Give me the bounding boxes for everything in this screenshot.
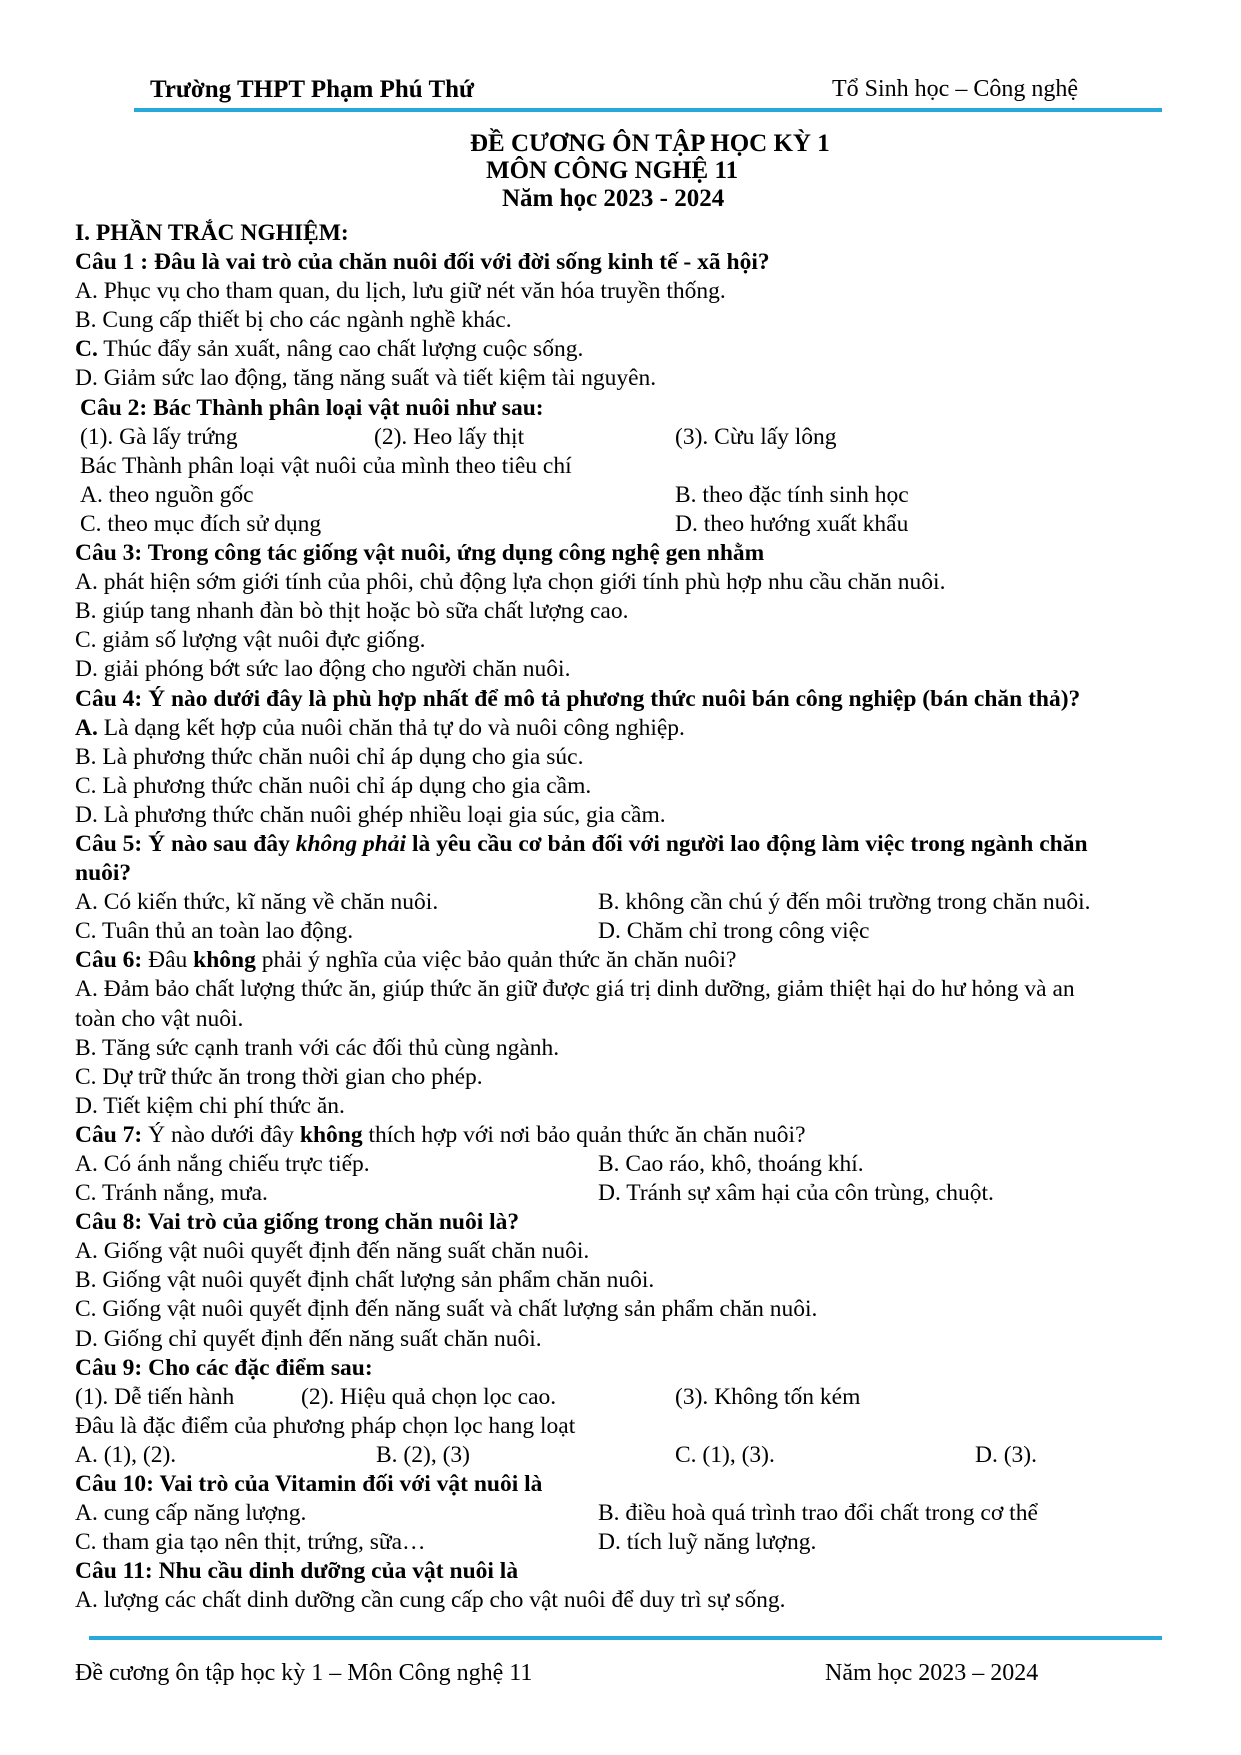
- q6-option-d: D. Tiết kiệm chi phí thức ăn.: [75, 1092, 345, 1119]
- q7-text-emphasis: không: [299, 1121, 363, 1148]
- q5-option-c: C. Tuân thủ an toàn lao động.: [75, 918, 354, 945]
- q9-item-1: (1). Dễ tiến hành: [75, 1383, 235, 1410]
- q10-option-c: C. tham gia tạo nên thịt, trứng, sữa…: [75, 1529, 426, 1556]
- q2-option-a: A. theo nguồn gốc: [80, 481, 254, 508]
- footer-right: Năm học 2023 – 2024: [825, 1660, 1039, 1686]
- q2-stem: Bác Thành phân loại vật nuôi của mình theo tiêu chí: [80, 452, 572, 479]
- q10-options-row-1: [75, 1499, 1175, 1528]
- question-2: Câu 2: Bác Thành phân loại vật nuôi như sau:: [80, 394, 544, 421]
- q10-option-b: B. điều hoà quá trình trao đổi chất trong cơ thể: [598, 1500, 1038, 1527]
- q9-option-c: C. (1), (3).: [675, 1441, 775, 1468]
- footer-divider: [89, 1636, 1162, 1640]
- q3-option-b: B. giúp tang nhanh đàn bò thịt hoặc bò sữa chất lượng cao.: [75, 598, 629, 625]
- q8-option-a: A. Giống vật nuôi quyết định đến năng suất chăn nuôi.: [75, 1238, 590, 1265]
- q1-option-c-text: Thúc đẩy sản xuất, nâng cao chất lượng cuộc sống.: [97, 336, 584, 363]
- q6-text-emphasis: không: [193, 947, 256, 974]
- q6-option-a-cont: toàn cho vật nuôi.: [75, 1005, 244, 1032]
- question-5-line-2: nuôi?: [75, 860, 132, 887]
- q8-option-c: C. Giống vật nuôi quyết định đến năng suất và chất lượng sản phẩm chăn nuôi.: [75, 1296, 818, 1323]
- question-9: Câu 9: Cho các đặc điểm sau:: [75, 1354, 373, 1381]
- q10-options-row-2: [75, 1528, 1175, 1557]
- department-name: Tổ Sinh học – Công nghệ: [832, 76, 1078, 102]
- q2-option-c: C. theo mục đích sử dụng: [80, 510, 322, 537]
- q3-option-c: C. giảm số lượng vật nuôi đực giống.: [75, 627, 426, 654]
- q1-option-b: B. Cung cấp thiết bị cho các ngành nghề khác.: [75, 307, 512, 334]
- q7-text-post: thích hợp với nơi bảo quản thức ăn chăn nuôi?: [362, 1121, 806, 1148]
- title-line-1: ĐỀ CƯƠNG ÔN TẬP HỌC KỲ 1: [470, 130, 830, 157]
- q9-item-2: (2). Hiệu quả chọn lọc cao.: [301, 1383, 557, 1410]
- q7-option-d: D. Tránh sự xâm hại của côn trùng, chuột.: [598, 1180, 994, 1207]
- question-4: Câu 4: Ý nào dưới đây là phù hợp nhất để mô tả phương thức nuôi bán công nghiệp (bán chăn thả)?: [75, 685, 1081, 712]
- q10-option-a: A. cung cấp năng lượng.: [75, 1500, 307, 1527]
- q4-option-a-key: A.: [75, 714, 98, 741]
- section-heading: I. PHẦN TRẮC NGHIỆM:: [75, 220, 349, 246]
- q7-option-a: A. Có ánh nắng chiếu trực tiếp.: [75, 1151, 370, 1177]
- q2-options-row-2: [75, 510, 1175, 539]
- q9-option-b: B. (2), (3): [376, 1441, 470, 1468]
- q5-text-post: là yêu cầu cơ bản đối với người lao động làm việc trong ngành chăn: [406, 830, 1088, 857]
- q2-options-row-1: [75, 481, 1175, 510]
- q5-options-row-2: [75, 917, 1175, 946]
- q9-stem: Đâu là đặc điểm của phương pháp chọn lọc hang loạt: [75, 1412, 576, 1439]
- footer-left: Đề cương ôn tập học kỳ 1 – Môn Công nghệ 11: [75, 1660, 533, 1686]
- q2-option-b: B. theo đặc tính sinh học: [675, 481, 909, 508]
- q9-options: [75, 1441, 1175, 1470]
- q9-option-d: D. (3).: [975, 1441, 1037, 1468]
- q4-option-a-text: Là dạng kết hợp của nuôi chăn thả tự do và nuôi công nghiệp.: [97, 714, 685, 741]
- q4-option-d: D. Là phương thức chăn nuôi ghép nhiều loại gia súc, gia cầm.: [75, 801, 666, 828]
- q2-items: [75, 423, 1175, 452]
- q7-options-row-1: [75, 1150, 1175, 1179]
- q7-options-row-2: [75, 1179, 1175, 1208]
- q5-option-d: D. Chăm chỉ trong công việc: [598, 918, 870, 945]
- question-8: Câu 8: Vai trò của giống trong chăn nuôi là?: [75, 1209, 520, 1236]
- q5-options-row-1: [75, 888, 1175, 917]
- q2-item-2: (2). Heo lấy thịt: [374, 423, 525, 450]
- q3-option-a: A. phát hiện sớm giới tính của phôi, chủ động lựa chọn giới tính phù hợp nhu cầu chăn nuôi.: [75, 569, 946, 596]
- q7-option-c: C. Tránh nắng, mưa.: [75, 1180, 268, 1207]
- q5-option-b: B. không cần chú ý đến môi trường trong chăn nuôi.: [598, 889, 1091, 916]
- title-line-2: MÔN CÔNG NGHỆ 11: [486, 157, 739, 184]
- q6-text-post: phải ý nghĩa của việc bảo quản thức ăn chăn nuôi?: [255, 947, 737, 974]
- question-1: Câu 1 : Đâu là vai trò của chăn nuôi đối với đời sống kinh tế - xã hội?: [75, 249, 770, 276]
- question-6: [75, 946, 1175, 975]
- q4-option-a: [75, 714, 1175, 743]
- q9-option-a: A. (1), (2).: [75, 1441, 177, 1468]
- document-body: [75, 219, 1175, 1616]
- q7-label: Câu 7:: [75, 1121, 143, 1148]
- title-line-3: Năm học 2023 - 2024: [502, 185, 725, 212]
- q9-items: [75, 1383, 1175, 1412]
- q6-option-c: C. Dự trữ thức ăn trong thời gian cho phép.: [75, 1063, 483, 1090]
- question-3: Câu 3: Trong công tác giống vật nuôi, ứng dụng công nghệ gen nhằm: [75, 540, 765, 567]
- q5-text-pre: Câu 5: Ý nào sau đây: [75, 830, 296, 857]
- q7-text-pre: Ý nào dưới đây: [142, 1121, 300, 1148]
- question-11: Câu 11: Nhu cầu dinh dưỡng của vật nuôi là: [75, 1558, 519, 1585]
- q1-option-c: [75, 335, 1175, 364]
- q5-option-a: A. Có kiến thức, kĩ năng về chăn nuôi.: [75, 889, 439, 916]
- q2-item-1: (1). Gà lấy trứng: [80, 423, 238, 450]
- q6-option-a: A. Đảm bảo chất lượng thức ăn, giúp thức ăn giữ được giá trị dinh dưỡng, giảm thiệt hại do hư hỏng và an: [75, 976, 1075, 1003]
- q6-label: Câu 6:: [75, 947, 143, 974]
- q6-option-b: B. Tăng sức cạnh tranh với các đối thủ cùng ngành.: [75, 1034, 560, 1061]
- q2-item-3: (3). Cừu lấy lông: [675, 423, 837, 450]
- q8-option-d: D. Giống chỉ quyết định đến năng suất chăn nuôi.: [75, 1325, 542, 1352]
- q6-text-pre: Đâu: [142, 947, 194, 974]
- q9-item-3: (3). Không tốn kém: [675, 1383, 861, 1410]
- question-5: [75, 830, 1175, 859]
- q1-option-c-key: C.: [75, 336, 98, 363]
- q11-option-a: A. lượng các chất dinh dưỡng cần cung cấp cho vật nuôi để duy trì sự sống.: [75, 1587, 786, 1614]
- question-10: Câu 10: Vai trò của Vitamin đối với vật nuôi là: [75, 1471, 543, 1498]
- q10-option-d: D. tích luỹ năng lượng.: [598, 1529, 817, 1556]
- q4-option-c: C. Là phương thức chăn nuôi chỉ áp dụng cho gia cầm.: [75, 772, 592, 799]
- school-name: Trường THPT Phạm Phú Thứ: [150, 76, 475, 103]
- q1-option-a: A. Phục vụ cho tham quan, du lịch, lưu giữ nét văn hóa truyền thống.: [75, 278, 726, 305]
- q3-option-d: D. giải phóng bớt sức lao động cho người chăn nuôi.: [75, 656, 571, 683]
- q5-text-emphasis: không phải: [295, 830, 407, 857]
- q1-option-d: D. Giảm sức lao động, tăng năng suất và tiết kiệm tài nguyên.: [75, 365, 657, 392]
- q2-option-d: D. theo hướng xuất khẩu: [675, 510, 909, 537]
- q4-option-b: B. Là phương thức chăn nuôi chỉ áp dụng cho gia súc.: [75, 743, 584, 770]
- question-7: [75, 1121, 1175, 1150]
- header-divider: [134, 108, 1162, 112]
- q7-option-b: B. Cao ráo, khô, thoáng khí.: [598, 1151, 864, 1177]
- q8-option-b: B. Giống vật nuôi quyết định chất lượng sản phẩm chăn nuôi.: [75, 1267, 655, 1294]
